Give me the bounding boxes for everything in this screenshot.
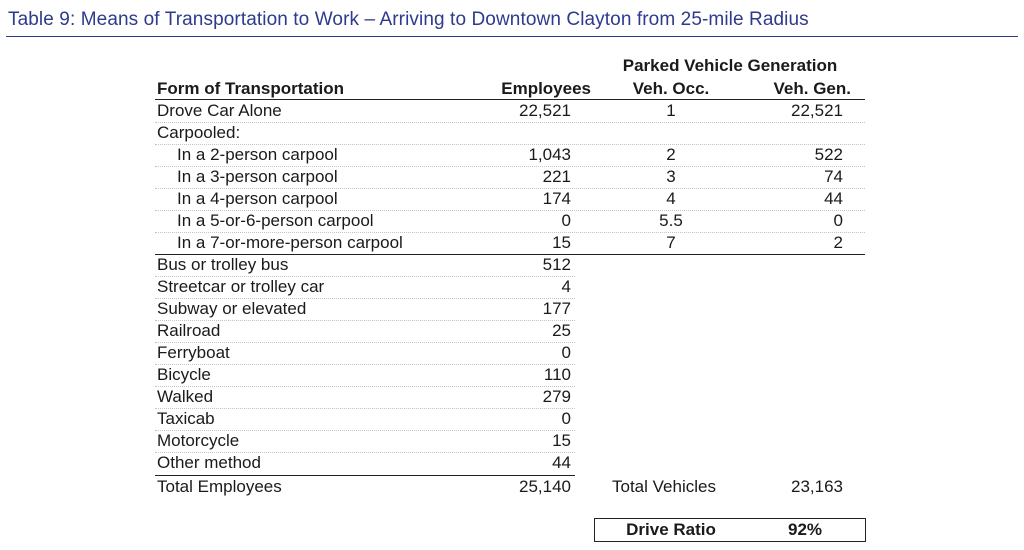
row-employees: 174 [542, 189, 571, 208]
row-employees: 4 [561, 277, 571, 296]
total-employees-label: Total Employees [157, 477, 282, 496]
row-employees: 221 [542, 167, 571, 186]
row-employees: 15 [552, 431, 571, 450]
row-label: In a 2-person carpool [177, 145, 338, 164]
row-veh-occ: 5.5 [659, 211, 683, 230]
row-employees: 25 [552, 321, 571, 340]
table-title: Table 9: Means of Transportation to Work – Arriving to Downtown Clayton from 25-mile Radius [8, 9, 809, 30]
row-veh-occ: 2 [666, 145, 676, 164]
row-label: Subway or elevated [157, 299, 307, 318]
row-label: Railroad [157, 321, 221, 340]
row-veh-gen: 522 [814, 145, 843, 164]
row-label: In a 4-person carpool [177, 189, 338, 208]
total-vehicles-value: 23,163 [791, 477, 843, 496]
header-form: Form of Transportation [157, 79, 344, 98]
row-label: Ferryboat [157, 343, 230, 362]
row-label: Bicycle [157, 365, 211, 384]
row-label: Streetcar or trolley car [157, 277, 325, 296]
row-employees: 110 [543, 365, 571, 384]
total-employees-value: 25,140 [519, 477, 571, 496]
total-vehicles-label: Total Vehicles [612, 477, 716, 496]
row-employees: 512 [542, 255, 571, 274]
row-label: Taxicab [157, 409, 215, 428]
row-veh-occ: 7 [666, 233, 676, 252]
title-rule [6, 36, 1018, 37]
row-veh-occ: 1 [666, 101, 676, 120]
row-label: Motorcycle [157, 431, 240, 450]
row-label: Drove Car Alone [157, 101, 282, 120]
row-label: Walked [157, 387, 214, 406]
header-employees: Employees [501, 79, 591, 98]
row-label: Bus or trolley bus [157, 255, 289, 274]
row-veh-gen: 44 [824, 189, 843, 208]
row-employees: 0 [561, 343, 571, 362]
row-veh-gen: 0 [833, 211, 843, 230]
row-employees: 1,043 [528, 145, 571, 164]
row-veh-occ: 3 [666, 167, 676, 186]
row-employees: 15 [552, 233, 571, 252]
row-employees: 22,521 [519, 101, 571, 120]
header-veh-occ: Veh. Occ. [632, 79, 710, 98]
row-veh-occ: 4 [666, 189, 676, 208]
row-veh-gen: 74 [824, 167, 843, 186]
row-employees: 0 [561, 211, 571, 230]
header-veh-gen: Veh. Gen. [773, 79, 851, 98]
row-label: In a 7-or-more-person carpool [177, 233, 403, 252]
drive-ratio-label: Drive Ratio [626, 520, 716, 539]
row-employees: 279 [542, 387, 571, 406]
row-employees: 177 [542, 299, 571, 318]
row-label: In a 3-person carpool [177, 167, 338, 186]
header-group-label: Parked Vehicle Generation [622, 56, 838, 75]
row-employees: 0 [561, 409, 571, 428]
row-label: Other method [157, 453, 261, 472]
row-veh-gen: 2 [833, 233, 843, 252]
row-label: In a 5-or-6-person carpool [177, 211, 374, 230]
row-veh-gen: 22,521 [791, 101, 843, 120]
row-label: Carpooled: [157, 123, 241, 142]
row-employees: 44 [552, 453, 571, 472]
drive-ratio-value: 92% [787, 520, 823, 539]
